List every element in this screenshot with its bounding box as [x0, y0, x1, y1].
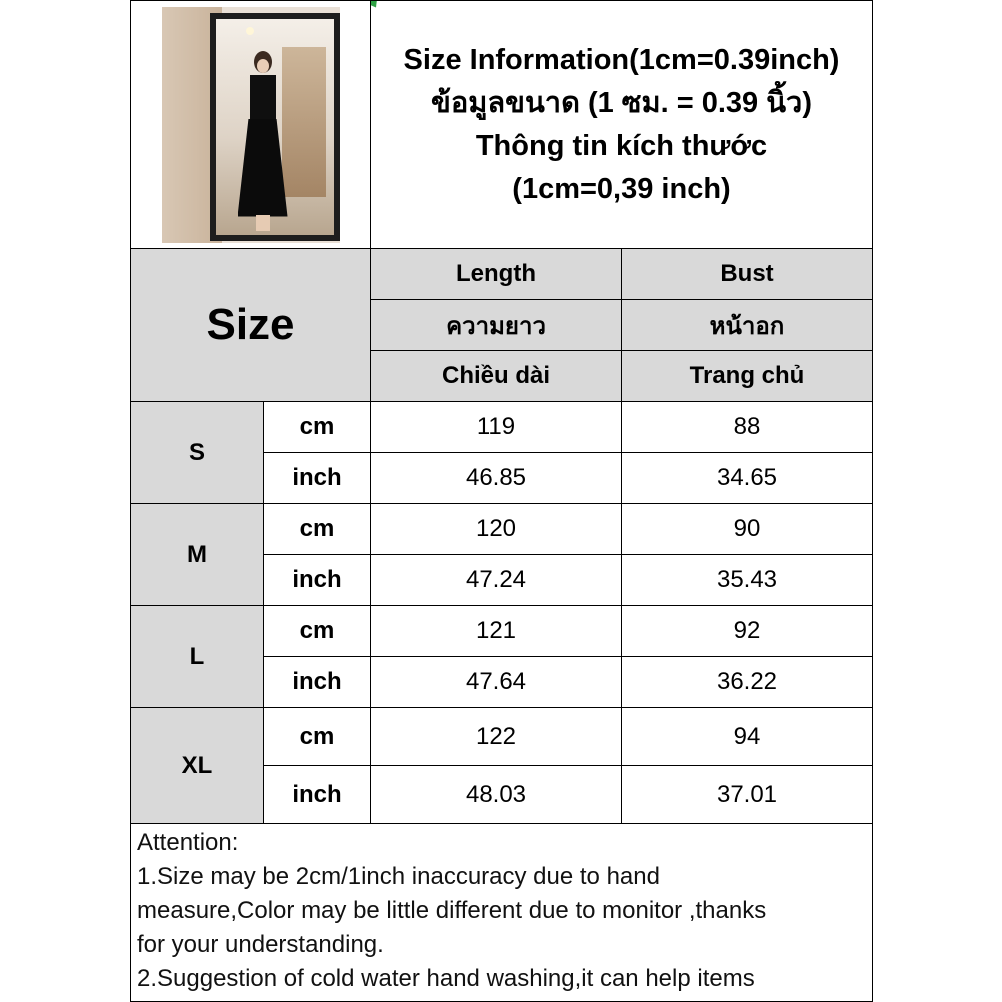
length-value: 47.24 [371, 555, 622, 606]
table-row [131, 402, 873, 453]
attention-notes [131, 824, 873, 1002]
size-label-xl: XL [131, 708, 264, 824]
length-header-th: ความยาว [371, 300, 622, 351]
attention-line: for your understanding. [137, 931, 384, 958]
unit-cm: cm [264, 504, 371, 555]
size-information-title [371, 1, 873, 249]
unit-cm: cm [264, 708, 371, 766]
bust-header-th: หน้าอก [622, 300, 873, 351]
bust-value: 35.43 [622, 555, 873, 606]
unit-inch: inch [264, 657, 371, 708]
title-line-english: Size Information(1cm=0.39inch) [403, 43, 840, 76]
bust-value: 37.01 [622, 766, 873, 824]
length-header-vi: Chiều dài [371, 351, 622, 402]
size-chart-table [130, 0, 873, 1002]
bust-value: 88 [622, 402, 873, 453]
length-value: 48.03 [371, 766, 622, 824]
unit-inch: inch [264, 453, 371, 504]
size-label-m: M [131, 504, 264, 606]
attention-line: 1.Size may be 2cm/1inch inaccuracy due to hand [137, 863, 660, 890]
unit-inch: inch [264, 555, 371, 606]
table-row [131, 606, 873, 657]
bust-header-vi: Trang chủ [622, 351, 873, 402]
length-value: 120 [371, 504, 622, 555]
length-value: 47.64 [371, 657, 622, 708]
length-value: 121 [371, 606, 622, 657]
length-header-en: Length [371, 249, 622, 300]
table-row [131, 504, 873, 555]
bust-value: 36.22 [622, 657, 873, 708]
length-value: 122 [371, 708, 622, 766]
size-label-s: S [131, 402, 264, 504]
bust-value: 90 [622, 504, 873, 555]
bust-value: 92 [622, 606, 873, 657]
title-line-conversion: (1cm=0,39 inch) [512, 172, 731, 205]
unit-inch: inch [264, 766, 371, 824]
bust-value: 34.65 [622, 453, 873, 504]
product-photo-cell [131, 1, 371, 249]
length-value: 119 [371, 402, 622, 453]
size-label-l: L [131, 606, 264, 708]
size-heading: Size [131, 249, 371, 402]
title-line-thai: ข้อมูลขนาด (1 ซม. = 0.39 นิ้ว) [431, 86, 812, 119]
attention-heading: Attention: [137, 829, 239, 856]
column-header-row-1 [131, 249, 873, 300]
header-row [131, 1, 873, 249]
unit-cm: cm [264, 402, 371, 453]
notes-row [131, 824, 873, 1002]
product-photo [162, 7, 340, 243]
attention-line: measure,Color may be little different due to monitor ,thanks [137, 897, 767, 924]
unit-cm: cm [264, 606, 371, 657]
title-line-vietnamese: Thông tin kích thước [475, 129, 768, 162]
attention-line: 2.Suggestion of cold water hand washing,it can help items [137, 965, 755, 992]
length-value: 46.85 [371, 453, 622, 504]
bust-value: 94 [622, 708, 873, 766]
table-row [131, 708, 873, 766]
bust-header-en: Bust [622, 249, 873, 300]
